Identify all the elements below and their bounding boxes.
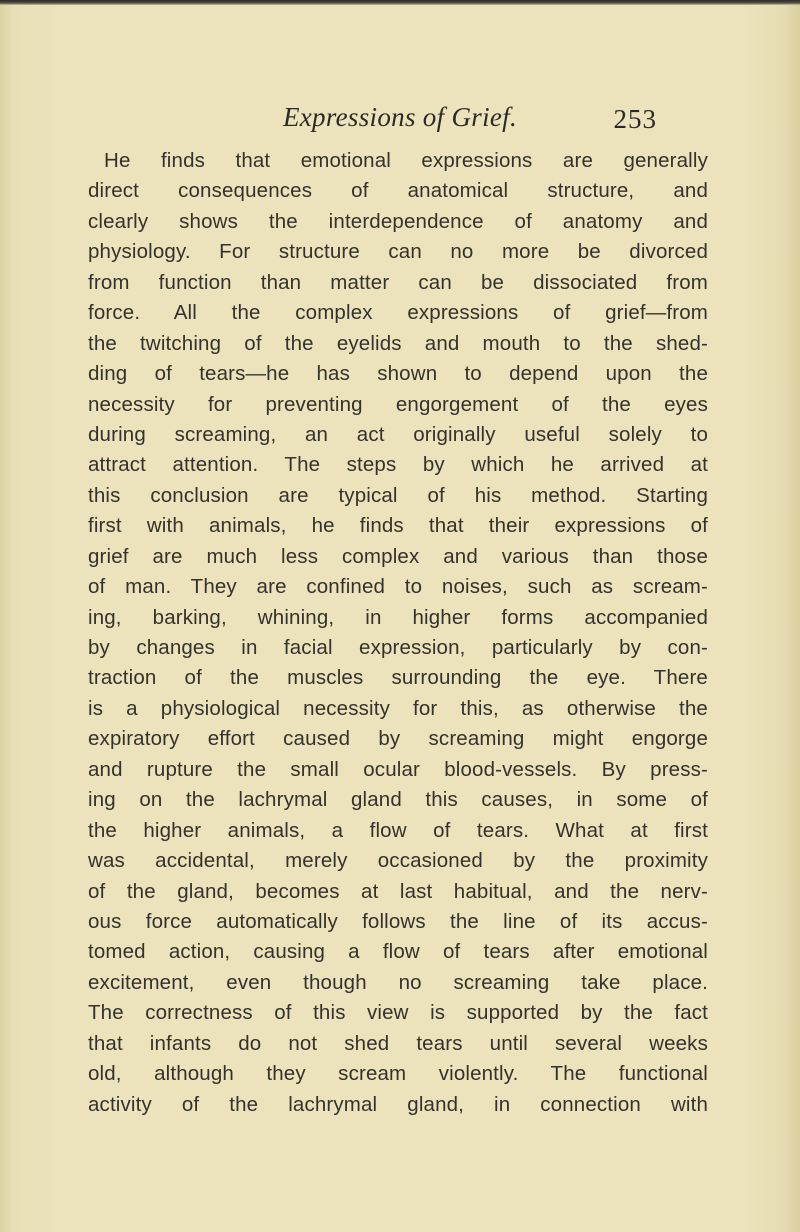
running-header bbox=[0, 102, 800, 142]
text-line: force. All the complex expressions of grief—from bbox=[88, 301, 708, 325]
text-line: ding of tears—he has shown to depend upon the bbox=[88, 362, 708, 386]
text-line: that infants do not shed tears until several weeks bbox=[88, 1031, 708, 1055]
text-line: necessity for preventing engorgement of the eyes bbox=[88, 392, 708, 416]
text-line: attract attention. The steps by which he arrived at bbox=[88, 453, 708, 477]
text-line: traction of the muscles surrounding the eye. There bbox=[88, 666, 708, 690]
text-line: ing, barking, whining, in higher forms accompanied bbox=[88, 605, 708, 629]
text-line: this conclusion are typical of his method. Starting bbox=[88, 483, 708, 507]
text-line: by changes in facial expression, particularly by con- bbox=[88, 636, 708, 659]
page-top-edge bbox=[0, 0, 800, 5]
text-line: expiratory effort caused by screaming might engorge bbox=[88, 727, 708, 751]
text-line: tomed action, causing a flow of tears after emotional bbox=[88, 940, 708, 964]
text-line: is a physiological necessity for this, as otherwise the bbox=[88, 696, 708, 720]
text-line: during screaming, an act originally useful solely to bbox=[88, 422, 708, 446]
text-line: was accidental, merely occasioned by the proximity bbox=[88, 849, 708, 873]
text-line: He finds that emotional expressions are generally bbox=[104, 149, 708, 172]
text-line: the twitching of the eyelids and mouth to the shed- bbox=[88, 331, 708, 355]
text-line: physiology. For structure can no more be divorced bbox=[88, 240, 708, 264]
running-title: Expressions of Grief. bbox=[282, 102, 518, 132]
text-line: clearly shows the interdependence of anatomy and bbox=[88, 209, 708, 233]
text-line: of man. They are confined to noises, such as scream- bbox=[88, 575, 708, 599]
text-line: old, although they scream violently. The functional bbox=[88, 1062, 708, 1086]
text-line: excitement, even though no screaming take place. bbox=[88, 970, 708, 994]
text-line: ous force automatically follows the line of its accus- bbox=[88, 909, 708, 933]
text-line: first with animals, he finds that their expressions of bbox=[88, 514, 708, 538]
text-line: of the gland, becomes at last habitual, and the nerv- bbox=[88, 879, 708, 903]
text-line: direct consequences of anatomical structure, and bbox=[88, 179, 708, 203]
text-line: grief are much less complex and various than those bbox=[88, 544, 708, 568]
text-line: from function than matter can be dissociated from bbox=[88, 270, 708, 294]
body-paragraph bbox=[88, 146, 708, 1120]
page-number: 253 bbox=[613, 104, 657, 134]
text-line: ing on the lachrymal gland this causes, in some of bbox=[88, 788, 708, 812]
text-line: and rupture the small ocular blood-vessels. By press- bbox=[88, 757, 708, 781]
text-line: the higher animals, a flow of tears. What at first bbox=[88, 818, 708, 842]
text-line: The correctness of this view is supported by the fact bbox=[88, 1001, 708, 1025]
text-line: activity of the lachrymal gland, in connection with bbox=[88, 1092, 708, 1116]
